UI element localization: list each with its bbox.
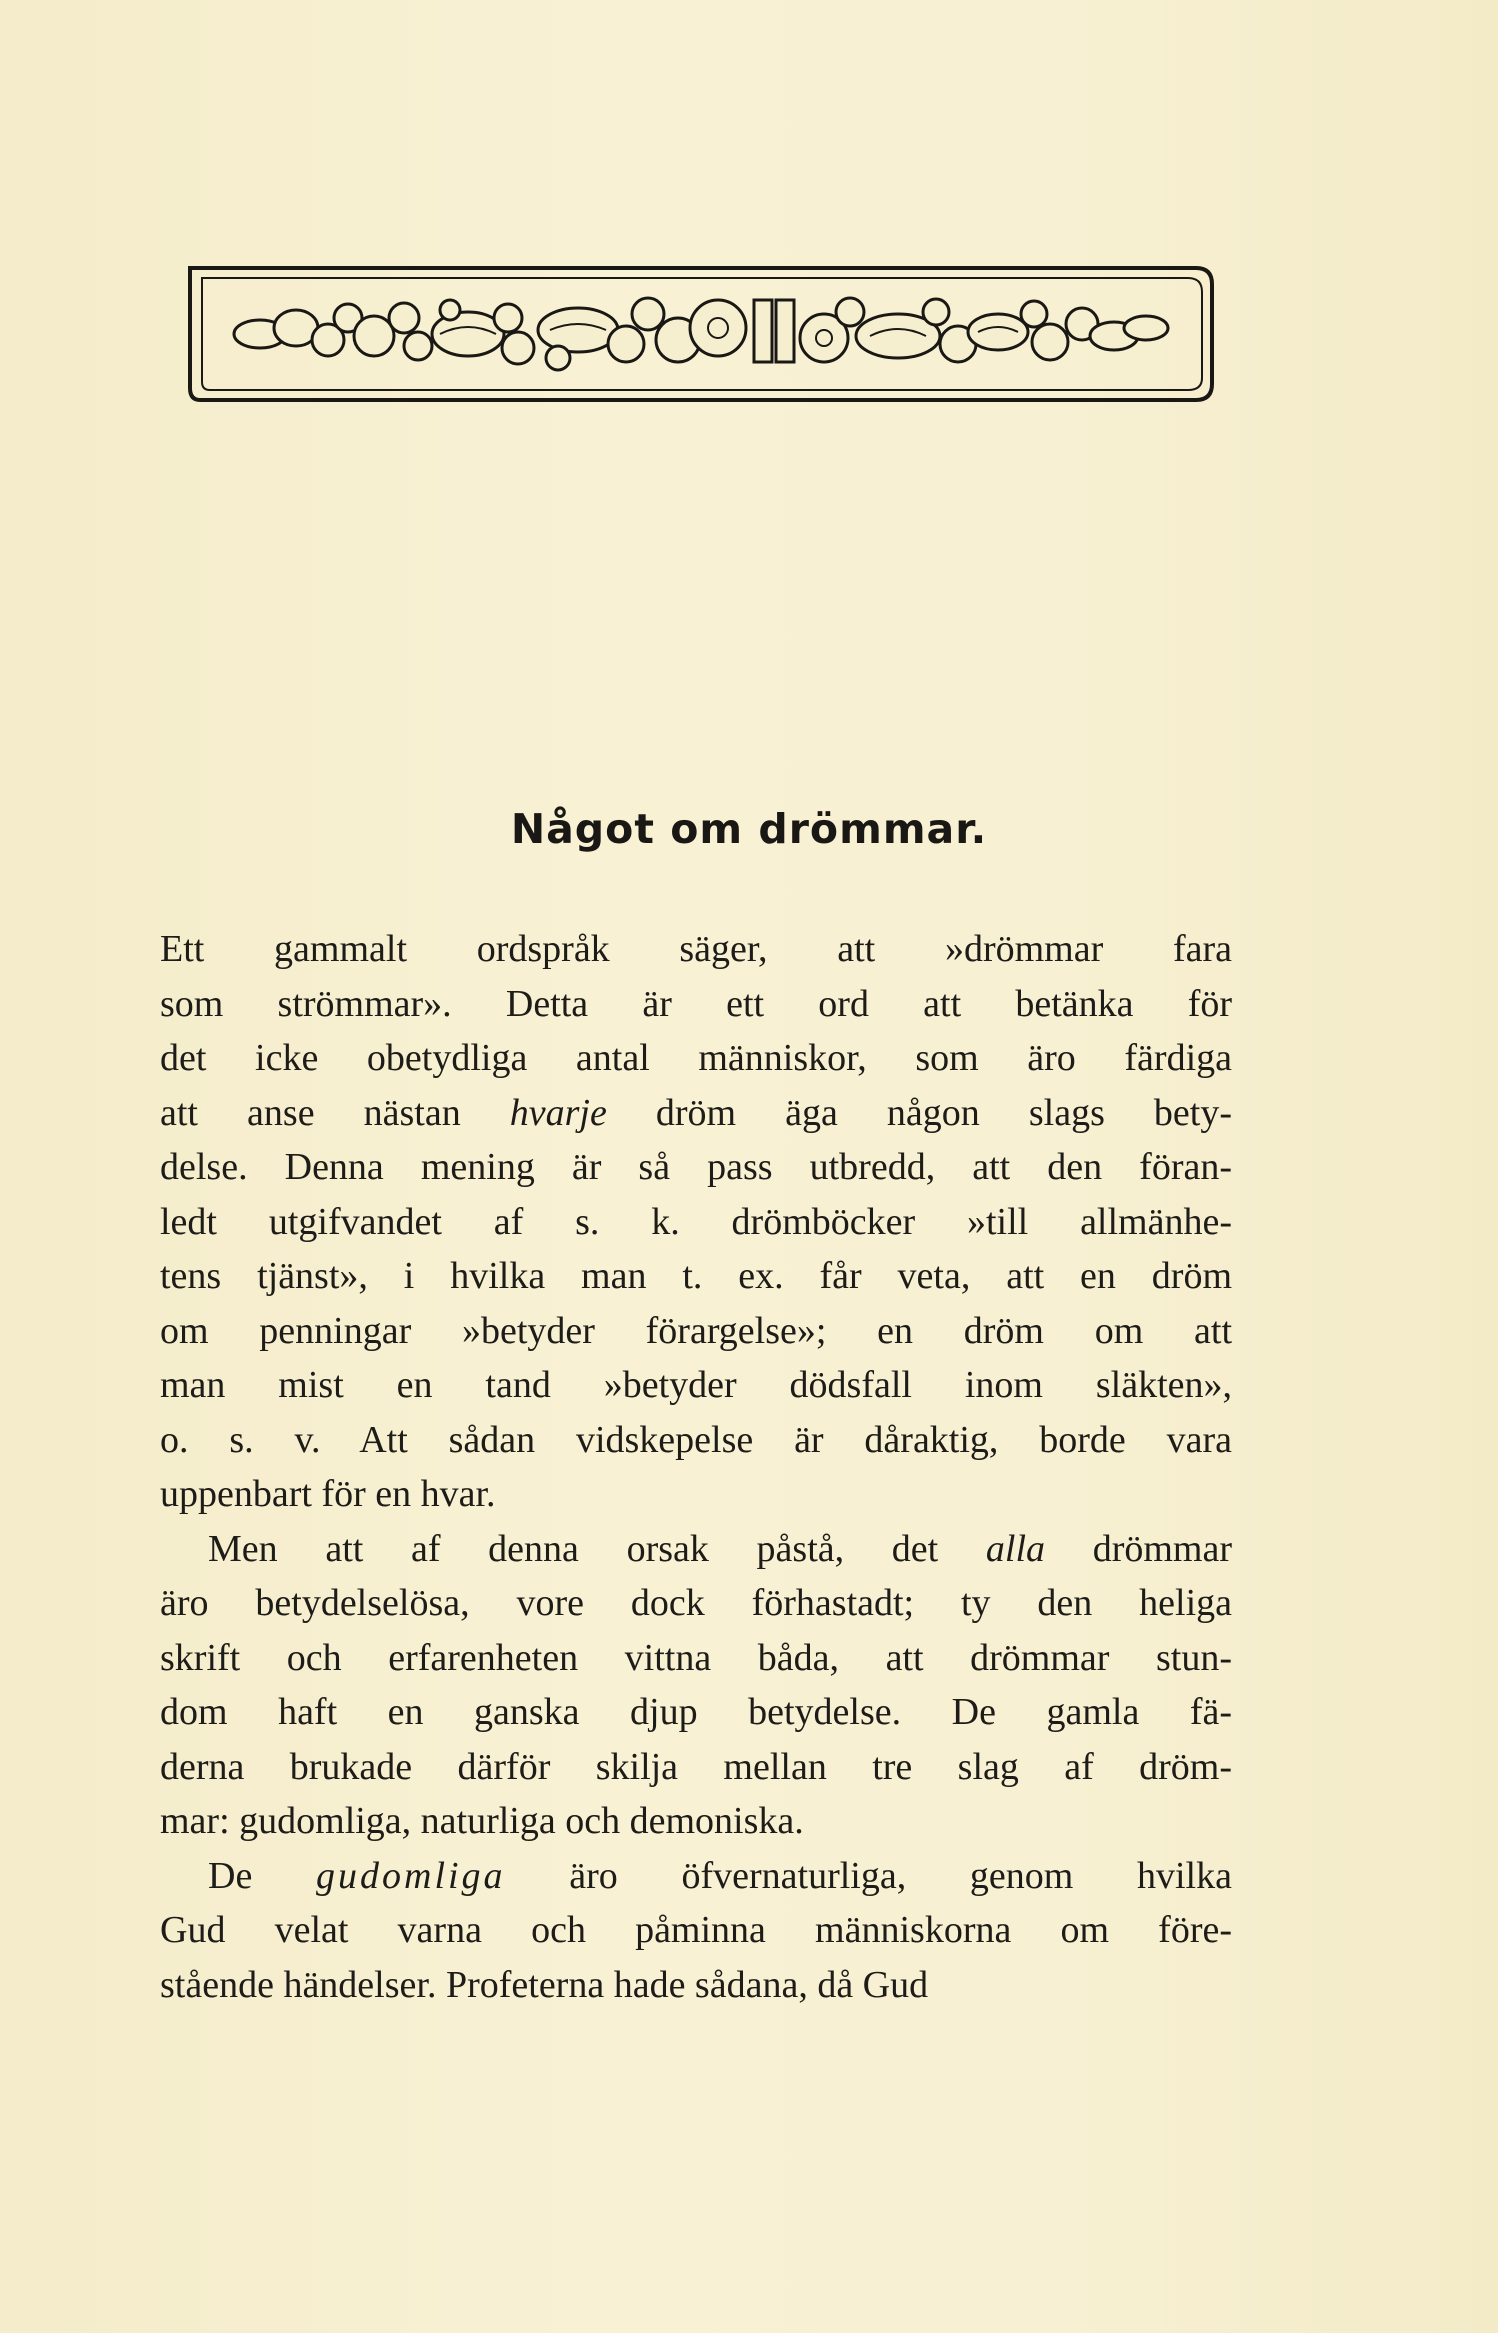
text-segment: De bbox=[208, 1854, 316, 1897]
text-segment: Men att af denna orsak påstå, det bbox=[208, 1527, 986, 1570]
text-line: som strömmar». Detta är ett ord att betänka för bbox=[160, 982, 1232, 1025]
text-segment: dröm äga någon slags bety- bbox=[606, 1091, 1232, 1134]
text-line: tens tjänst», i hvilka man t. ex. får veta, att en dröm bbox=[160, 1255, 1232, 1297]
text-line: Ett gammalt ordspråk säger, att »drömmar fara bbox=[160, 928, 1232, 970]
text-line: delse. Denna mening är så pass utbredd, att den föran- bbox=[160, 1146, 1232, 1188]
text-line: derna brukade därför skilja mellan tre slag af dröm- bbox=[160, 1745, 1232, 1788]
text-line: Gud velat varna och påminna människorna om före- bbox=[160, 1909, 1232, 1951]
text-line bbox=[160, 1852, 1232, 1900]
text-line: om penningar »betyder förargelse»; en dröm om att bbox=[160, 1309, 1232, 1352]
text-line: det icke obetydliga antal människor, som äro färdiga bbox=[160, 1037, 1232, 1079]
text-line: uppenbart för en hvar. bbox=[160, 1473, 496, 1515]
chapter-title: Något om drömmar. bbox=[510, 805, 988, 853]
text-line bbox=[160, 1525, 1232, 1573]
text-segment: drömmar bbox=[1045, 1527, 1232, 1570]
text-line: o. s. v. Att sådan vidskepelse är dåraktig, borde vara bbox=[160, 1418, 1232, 1461]
text-line: ledt utgifvandet af s. k. drömböcker »till allmänhe- bbox=[160, 1200, 1232, 1243]
text-line: äro betydelselösa, vore dock förhastadt; ty den heliga bbox=[160, 1582, 1232, 1624]
emphasis-word: gudomliga bbox=[316, 1854, 506, 1897]
text-segment: att anse nästan bbox=[160, 1091, 510, 1134]
text-segment: äro öfvernaturliga, genom hvilka bbox=[505, 1854, 1232, 1897]
text-line: stående händelser. Profeterna hade sådana, då Gud bbox=[160, 1963, 929, 2006]
text-line: skrift och erfarenheten vittna båda, att drömmar stun- bbox=[160, 1636, 1232, 1679]
text-line: dom haft en ganska djup betydelse. De gamla fä- bbox=[160, 1691, 1232, 1733]
text-line bbox=[160, 1089, 1232, 1137]
text-line: man mist en tand »betyder dödsfall inom släkten», bbox=[160, 1364, 1232, 1406]
emphasis-word: alla bbox=[985, 1527, 1046, 1570]
fruit-garland-ornament bbox=[178, 248, 1218, 408]
text-line: mar: gudomliga, naturliga och demoniska. bbox=[160, 1800, 804, 1842]
emphasis-word: hvarje bbox=[509, 1091, 607, 1134]
